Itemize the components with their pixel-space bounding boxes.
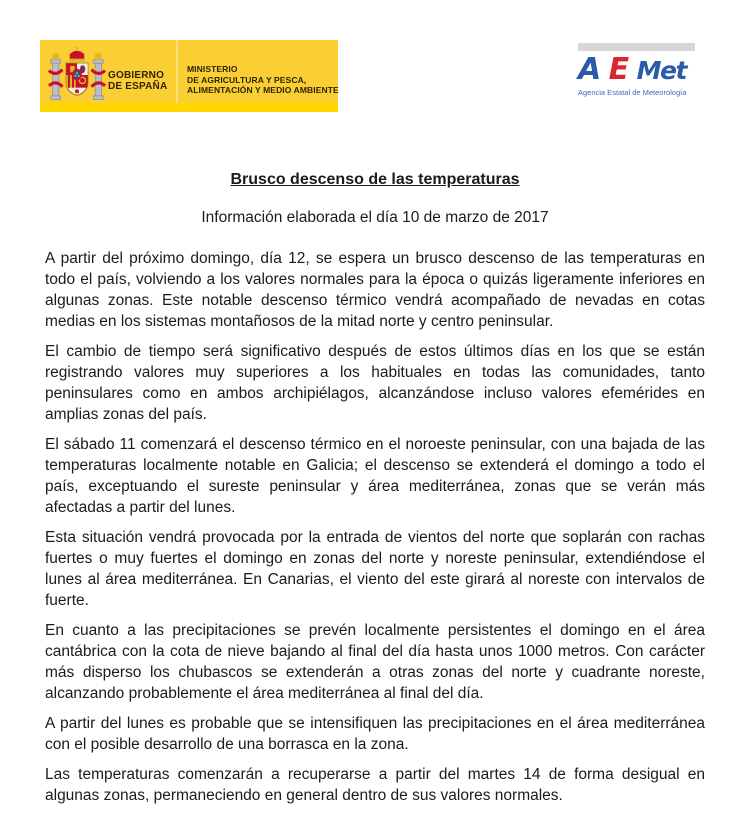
document-body [45,248,705,806]
spain-coat-of-arms-icon [48,44,106,106]
document-title: Brusco descenso de las temperaturas [230,171,520,188]
government-name [108,70,167,92]
government-banner [40,40,338,112]
body-paragraph: En cuanto a las precipitaciones se prevén localmente persistentes el domingo en el área cantábrica con la cota de nieve bajando al final del día hasta unos 1000 metros. Con carácter más disperso los chubascos se extenderán a otras zonas del norte y cuadrante noreste, alcanzando probablemente el área mediterránea al final del día. [45,622,705,702]
aemet-wordmark [578,54,704,87]
body-paragraph: Esta situación vendrá provocada por la entrada de vientos del norte que soplarán con rachas fuertes o muy fuertes el domingo en zonas del norte y noreste peninsular, extendiéndose el lunes al área mediterránea. En Canarias, el viento del este girará al noreste con intervalos de fuerte. [45,529,705,609]
body-paragraph: A partir del lunes es probable que se intensifiquen las precipitaciones en el área mediterránea con el posible desarrollo de una borrasca en la zona. [45,715,705,753]
aemet-letter-a: A [578,52,600,87]
aemet-logo [578,43,704,97]
body-paragraph: A partir del próximo domingo, día 12, se espera un brusco descenso de las temperaturas en todo el país, volviendo a los valores normales para la época o quizás ligeramente inferiores en algunas zonas. Este notable descenso térmico vendrá acompañado de nevadas en cotas medias en los sistemas montañosos de la mitad norte y centro peninsular. [45,250,705,330]
body-paragraph: El cambio de tiempo será significativo después de estos últimos días en los que se están registrando valores muy superiores a los habituales en todas las comunidades, tanto peninsulares como en ambos archipiélagos, alcanzándose incluso valores efemérides en amplias zonas del país. [45,343,705,423]
ministry-name-line3: ALIMENTACIÓN Y MEDIO AMBIENTE [187,85,339,95]
body-paragraph: El sábado 11 comenzará el descenso térmico en el noroeste peninsular, con una bajada de las temperaturas localmente notable en Galicia; el descenso se extenderá el domingo a todo el país, exceptuando el sureste peninsular y área mediterránea, zonas que se verán más afectadas a partir del lunes. [45,436,705,516]
document-subtitle: Información elaborada el día 10 de marzo de 2017 [201,209,549,226]
ministry-name-line2: DE AGRICULTURA Y PESCA, [187,74,307,85]
body-paragraph: Las temperaturas comenzarán a recuperarse a partir del martes 14 de forma desigual en algunas zonas, permaneciendo en general dentro de sus valores normales. [45,766,705,804]
aemet-gray-bar [578,43,695,51]
ministry-name [187,64,337,96]
banner-divider [176,40,178,103]
aemet-letter-e: E [608,52,628,87]
ministry-name-line1: MINISTERIO [187,64,238,74]
document-content [45,170,705,815]
aemet-letters-met: Met [636,56,686,85]
government-name-line2: DE ESPAÑA [108,81,168,92]
government-name-line1: GOBIERNO [108,70,165,81]
aemet-tagline: Agencia Estatal de Meteorología [578,88,687,97]
